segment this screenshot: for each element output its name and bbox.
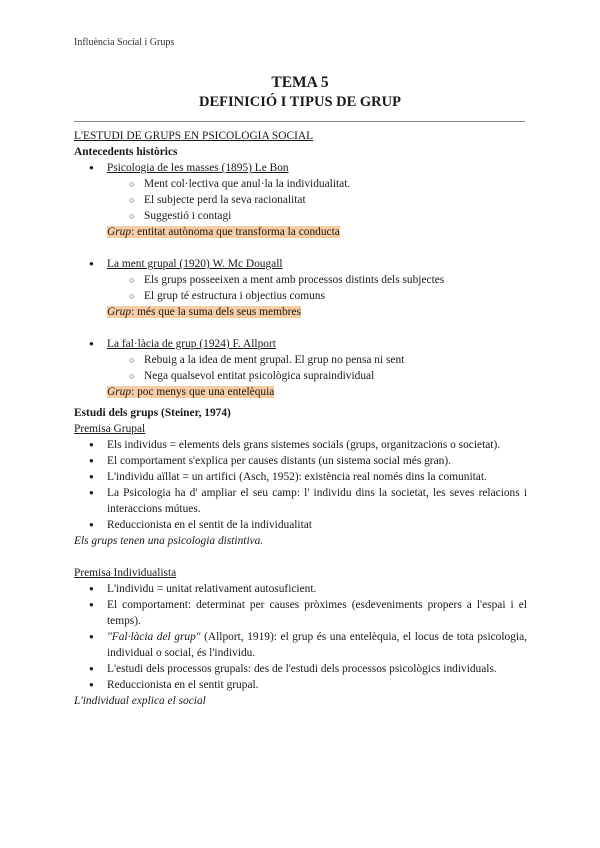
list-item	[74, 160, 527, 224]
premisa-grupal-list	[74, 437, 527, 533]
premisa-individualista-conclusion: L'individual explica el social	[74, 695, 206, 707]
page-header: Influència Social i Grups	[74, 37, 175, 48]
section-heading: L'ESTUDI DE GRUPS EN PSICOLOGIA SOCIAL	[74, 130, 314, 142]
sub-list-item: ○ El subjecte perd la seva racionalitat	[74, 192, 527, 208]
sub-list-item: ○ Rebuig a la idea de ment grupal. El grup no pensa ni sent	[74, 352, 527, 368]
antecedent-title: La ment grupal (1920) W. Mc Dougall	[107, 258, 283, 270]
sub-list-item: ○ Els grups posseeixen a ment amb processos distints dels subjectes	[74, 272, 527, 288]
list-item: ● El comportament s'explica per causes distants (un sistema social més gran).	[74, 453, 527, 469]
document-body	[74, 128, 527, 709]
sub-list-item: ○ Suggestió i contagi	[74, 208, 527, 224]
list-item: ● Reduccionista en el sentit grupal.	[74, 677, 527, 693]
sub-list	[107, 272, 527, 304]
sub-list	[107, 176, 527, 224]
sub-list-item: ○ Ment col·lectiva que anul·la la individualitat.	[74, 176, 527, 192]
sub-list	[107, 352, 527, 384]
definition-label: Grup	[107, 306, 132, 318]
premisa-individualista-list	[74, 581, 527, 693]
list-item: ● La Psicologia ha d' ampliar el seu camp: l' individu dins la societat, les seves relacions i interaccions mútues.	[74, 485, 527, 517]
antecedent-list	[74, 160, 527, 224]
definition-text: : entitat autònoma que transforma la conducta	[131, 226, 340, 238]
antecedent-list	[74, 256, 527, 304]
premisa-grupal-conclusion: Els grups tenen una psicologia distintiva.	[74, 535, 264, 547]
group-definition	[107, 224, 527, 240]
definition-text: : poc menys que una entelèquia	[131, 386, 275, 398]
group-definition	[107, 384, 527, 400]
page-title: TEMA 5	[271, 74, 329, 91]
sub-list-item: ○ El grup té estructura i objectius comuns	[74, 288, 527, 304]
premisa-grupal-title: Premisa Grupal	[74, 423, 146, 435]
fallacy-text: (Allport, 1919): el grup és una entelèquia, el locus de tota psicologia, individual o social, és l'individu.	[107, 631, 527, 659]
page-subtitle: DEFINICIÓ I TIPUS DE GRUP	[199, 94, 401, 110]
sub-list-item: ○ Nega qualsevol entitat psicològica supraindividual	[74, 368, 527, 384]
definition-label: Grup	[107, 226, 132, 238]
antecedent-title: La fal·làcia de grup (1924) F. Allport	[107, 338, 276, 350]
list-item: ● L'individu = unitat relativament autosuficient.	[74, 581, 527, 597]
definition-text: : més que la suma dels seus membres	[131, 306, 301, 318]
list-item: ● L'estudi dels processos grupals: des de l'estudi dels processos psicològics individuals.	[74, 661, 527, 677]
list-item: ● L'individu aïllat = un artifici (Asch, 1952): existència real només dins la comunitat.	[74, 469, 527, 485]
antecedents-heading: Antecedents històrics	[74, 146, 178, 158]
fallacy-quote: "Fal·làcia del grup"	[107, 631, 201, 643]
list-item	[74, 629, 527, 661]
antecedent-title: Psicologia de les masses (1895) Le Bon	[107, 162, 289, 174]
premisa-individualista-title: Premisa Individualista	[74, 567, 177, 579]
list-item	[74, 336, 527, 384]
list-item: ● El comportament: determinat per causes pròximes (esdeveniments propers a l'espai i el temps).	[74, 597, 527, 629]
title-divider	[74, 121, 525, 122]
list-item: ● Els individus = elements dels grans sistemes socials (grups, organitzacions o societat).	[74, 437, 527, 453]
steiner-heading: Estudi dels grups (Steiner, 1974)	[74, 407, 231, 419]
antecedent-list	[74, 336, 527, 384]
list-item: ● Reduccionista en el sentit de la individualitat	[74, 517, 527, 533]
definition-label: Grup	[107, 386, 132, 398]
list-item	[74, 256, 527, 304]
group-definition	[107, 304, 527, 320]
